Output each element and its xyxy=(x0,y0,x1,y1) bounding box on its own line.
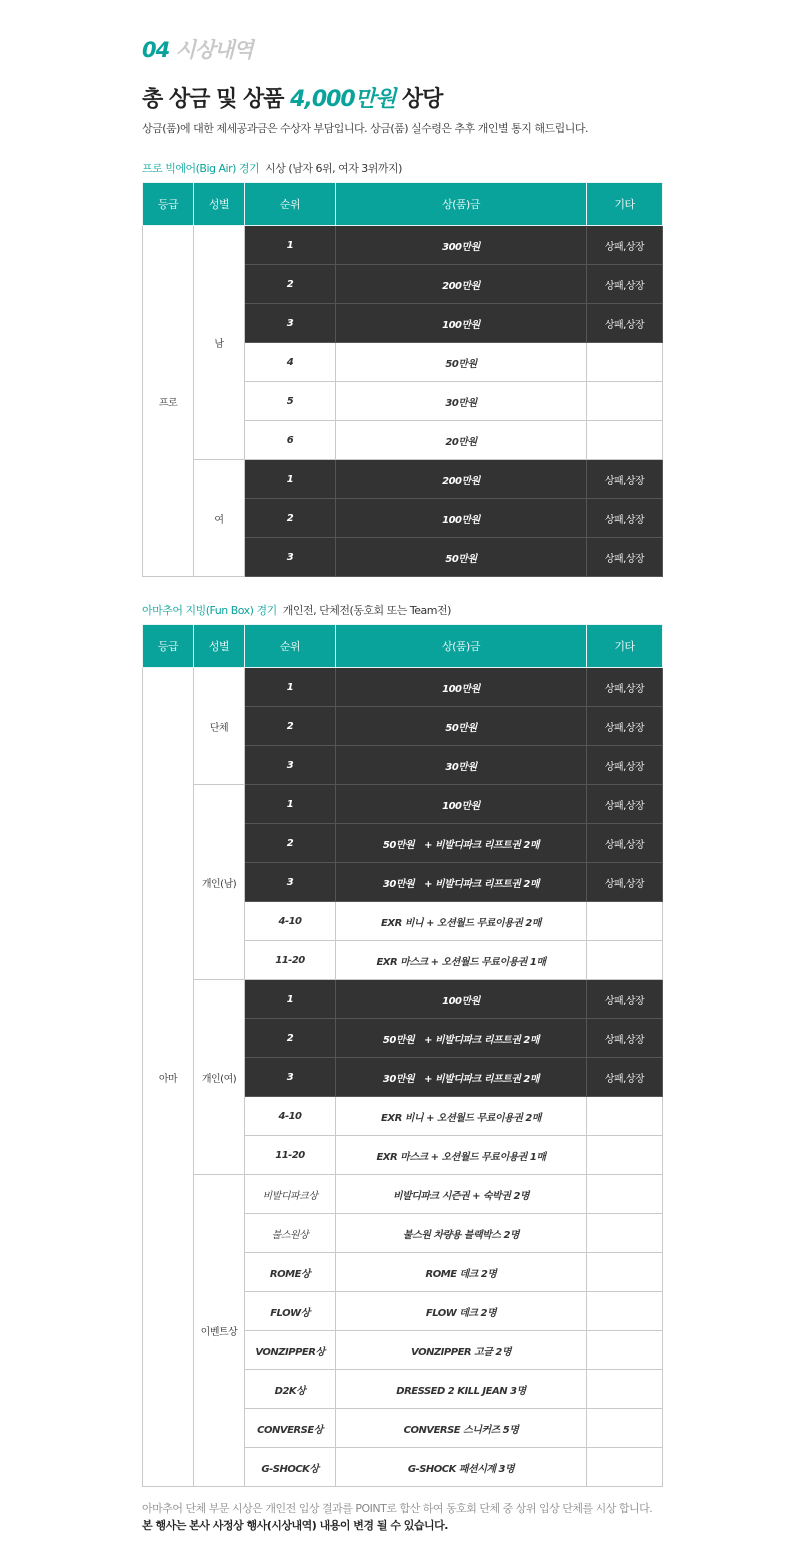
prize-extra: + 비발디파크 리프트권 2매 xyxy=(424,839,540,851)
gender-cell-female: 여 xyxy=(194,460,245,577)
gender-cell-male: 남 xyxy=(194,226,245,460)
etc-cell: 상패,상장 xyxy=(587,538,663,577)
prize-cell: 200만원 xyxy=(336,265,587,304)
header-prize: 상(품)금 xyxy=(336,625,587,668)
header-etc: 기타 xyxy=(587,183,663,226)
prize-cell: 200만원 xyxy=(336,460,587,499)
table-row xyxy=(143,668,663,707)
prize-cell: EXR 비니 + 오션월드 무료이용권 2매 xyxy=(336,902,587,941)
etc-cell: 상패,상장 xyxy=(587,668,663,707)
etc-cell: 상패,상장 xyxy=(587,863,663,902)
prize-cell: 불스원 차량용 블랙박스 2명 xyxy=(336,1214,587,1253)
section-number: 04 xyxy=(142,38,170,62)
prize-extra: + 비발디파크 리프트권 2매 xyxy=(424,878,540,890)
amateur-prize-table xyxy=(142,624,663,1487)
etc-cell xyxy=(587,1175,663,1214)
header-prize: 상(품)금 xyxy=(336,183,587,226)
etc-cell: 상패,상장 xyxy=(587,707,663,746)
prize-cell: CONVERSE 스니커즈 5명 xyxy=(336,1409,587,1448)
rank-cell: 1 xyxy=(245,226,336,265)
headline-prefix: 총 상금 및 상품 xyxy=(142,87,291,112)
etc-cell xyxy=(587,1331,663,1370)
prize-cell: EXR 비니 + 오션월드 무료이용권 2매 xyxy=(336,1097,587,1136)
etc-cell xyxy=(587,1292,663,1331)
grade-cell: 아마 xyxy=(143,668,194,1487)
etc-cell xyxy=(587,1097,663,1136)
etc-cell: 상패,상장 xyxy=(587,746,663,785)
table-row xyxy=(143,226,663,265)
rank-cell: 3 xyxy=(245,304,336,343)
etc-cell: 상패,상장 xyxy=(587,460,663,499)
prize-cell: 50만원 xyxy=(336,707,587,746)
section-name: 시상내역 xyxy=(175,38,253,62)
table-row xyxy=(143,1175,663,1214)
prize-cell: 20만원 xyxy=(336,421,587,460)
table-row xyxy=(143,980,663,1019)
header-rank: 순위 xyxy=(245,625,336,668)
prize-amount: 50만원 xyxy=(382,1034,415,1046)
division-cell-individual-female: 개인(여) xyxy=(194,980,245,1175)
rank-cell: 1 xyxy=(245,785,336,824)
rank-cell: 불스원상 xyxy=(245,1214,336,1253)
rank-cell: 3 xyxy=(245,746,336,785)
header-etc: 기타 xyxy=(587,625,663,668)
etc-cell: 상패,상장 xyxy=(587,304,663,343)
rank-cell: 4 xyxy=(245,343,336,382)
rank-cell: 1 xyxy=(245,980,336,1019)
footer-note-2: 본 행사는 본사 사정상 행사(시상내역) 내용이 변경 될 수 있습니다. xyxy=(142,1519,448,1532)
rank-cell: 2 xyxy=(245,707,336,746)
table2-caption xyxy=(142,602,451,618)
prize-cell: ROME 데크 2명 xyxy=(336,1253,587,1292)
rank-cell: 2 xyxy=(245,1019,336,1058)
division-cell-individual-male: 개인(남) xyxy=(194,785,245,980)
division-cell-team: 단체 xyxy=(194,668,245,785)
rank-cell: ROME상 xyxy=(245,1253,336,1292)
etc-cell: 상패,상장 xyxy=(587,265,663,304)
etc-cell: 상패,상장 xyxy=(587,785,663,824)
prize-cell: EXR 마스크 + 오션월드 무료이용권 1매 xyxy=(336,1136,587,1175)
footer-note-1: 아마추어 단체 부문 시상은 개인전 입상 결과를 POINT로 합산 하여 동호회 단체 중 상위 입상 단체를 시상 합니다. xyxy=(142,1502,653,1515)
page-title xyxy=(142,82,442,113)
prize-cell: 100만원 xyxy=(336,499,587,538)
prize-cell: 100만원 xyxy=(336,668,587,707)
etc-cell xyxy=(587,1214,663,1253)
rank-cell: 6 xyxy=(245,421,336,460)
prize-cell: 50만원 xyxy=(336,538,587,577)
etc-cell xyxy=(587,1253,663,1292)
prize-cell: 30만원 xyxy=(336,382,587,421)
rank-cell: 4-10 xyxy=(245,902,336,941)
table1-caption-rest: 시상 (남자 6위, 여자 3위까지) xyxy=(265,162,402,175)
etc-cell xyxy=(587,382,663,421)
prize-amount: 30만원 xyxy=(382,878,415,890)
etc-cell xyxy=(587,1448,663,1487)
rank-cell: 2 xyxy=(245,499,336,538)
etc-cell: 상패,상장 xyxy=(587,824,663,863)
etc-cell xyxy=(587,343,663,382)
prize-cell: 300만원 xyxy=(336,226,587,265)
prize-cell: VONZIPPER 고글 2명 xyxy=(336,1331,587,1370)
prize-cell xyxy=(336,863,587,902)
grade-cell: 프로 xyxy=(143,226,194,577)
table-row xyxy=(143,460,663,499)
table1-caption-highlight: 프로 빅에어(Big Air) 경기 xyxy=(142,162,260,175)
table1-caption xyxy=(142,160,402,176)
rank-cell: 3 xyxy=(245,538,336,577)
prize-cell: 비발디파크 시즌권 + 숙박권 2명 xyxy=(336,1175,587,1214)
rank-cell: 비발디파크상 xyxy=(245,1175,336,1214)
prize-cell: 30만원 xyxy=(336,746,587,785)
prize-cell xyxy=(336,1019,587,1058)
prize-cell: DRESSED 2 KILL JEAN 3명 xyxy=(336,1370,587,1409)
rank-cell: CONVERSE상 xyxy=(245,1409,336,1448)
prize-extra: + 비발디파크 리프트권 2매 xyxy=(424,1073,540,1085)
division-cell-event: 이벤트상 xyxy=(194,1175,245,1487)
etc-cell: 상패,상장 xyxy=(587,226,663,265)
etc-cell xyxy=(587,1409,663,1448)
rank-cell: 1 xyxy=(245,460,336,499)
prize-cell: EXR 마스크 + 오션월드 무료이용권 1매 xyxy=(336,941,587,980)
table-header-row xyxy=(143,625,663,668)
etc-cell: 상패,상장 xyxy=(587,1058,663,1097)
intro-text: 상금(품)에 대한 제세공과금은 수상자 부담입니다. 상금(품) 실수령은 추후 개인별 통지 해드립니다. xyxy=(142,122,589,135)
etc-cell xyxy=(587,421,663,460)
table2-caption-highlight: 아마추어 지빙(Fun Box) 경기 xyxy=(142,604,277,617)
pro-prize-table xyxy=(142,182,663,577)
prize-cell: 100만원 xyxy=(336,980,587,1019)
etc-cell: 상패,상장 xyxy=(587,1019,663,1058)
footer-notes xyxy=(142,1500,652,1534)
rank-cell: G-SHOCK상 xyxy=(245,1448,336,1487)
etc-cell xyxy=(587,1370,663,1409)
prize-cell xyxy=(336,1058,587,1097)
rank-cell: 5 xyxy=(245,382,336,421)
etc-cell: 상패,상장 xyxy=(587,499,663,538)
section-title xyxy=(142,34,253,64)
prize-amount: 30만원 xyxy=(382,1073,415,1085)
prize-cell: G-SHOCK 패션시계 3명 xyxy=(336,1448,587,1487)
headline-unit: 만원 xyxy=(354,87,396,112)
header-grade: 등급 xyxy=(143,625,194,668)
prize-amount: 50만원 xyxy=(382,839,415,851)
header-rank: 순위 xyxy=(245,183,336,226)
etc-cell xyxy=(587,941,663,980)
etc-cell xyxy=(587,1136,663,1175)
rank-cell: FLOW상 xyxy=(245,1292,336,1331)
rank-cell: 2 xyxy=(245,265,336,304)
prize-extra: + 비발디파크 리프트권 2매 xyxy=(424,1034,540,1046)
etc-cell xyxy=(587,902,663,941)
header-grade: 등급 xyxy=(143,183,194,226)
rank-cell: VONZIPPER상 xyxy=(245,1331,336,1370)
etc-cell: 상패,상장 xyxy=(587,980,663,1019)
rank-cell: 2 xyxy=(245,824,336,863)
headline-suffix: 상당 xyxy=(395,87,443,112)
rank-cell: 11-20 xyxy=(245,941,336,980)
header-gender: 성별 xyxy=(194,183,245,226)
table-header-row xyxy=(143,183,663,226)
headline-amount: 4,000 xyxy=(290,87,355,112)
rank-cell: 11-20 xyxy=(245,1136,336,1175)
prize-cell: FLOW 데크 2명 xyxy=(336,1292,587,1331)
prize-cell xyxy=(336,824,587,863)
table2-caption-rest: 개인전, 단체전(동호회 또는 Team전) xyxy=(282,604,451,617)
prize-cell: 100만원 xyxy=(336,304,587,343)
rank-cell: 3 xyxy=(245,1058,336,1097)
prize-cell: 50만원 xyxy=(336,343,587,382)
prize-cell: 100만원 xyxy=(336,785,587,824)
rank-cell: 1 xyxy=(245,668,336,707)
rank-cell: 4-10 xyxy=(245,1097,336,1136)
rank-cell: D2K상 xyxy=(245,1370,336,1409)
table-row xyxy=(143,785,663,824)
header-gender: 성별 xyxy=(194,625,245,668)
rank-cell: 3 xyxy=(245,863,336,902)
